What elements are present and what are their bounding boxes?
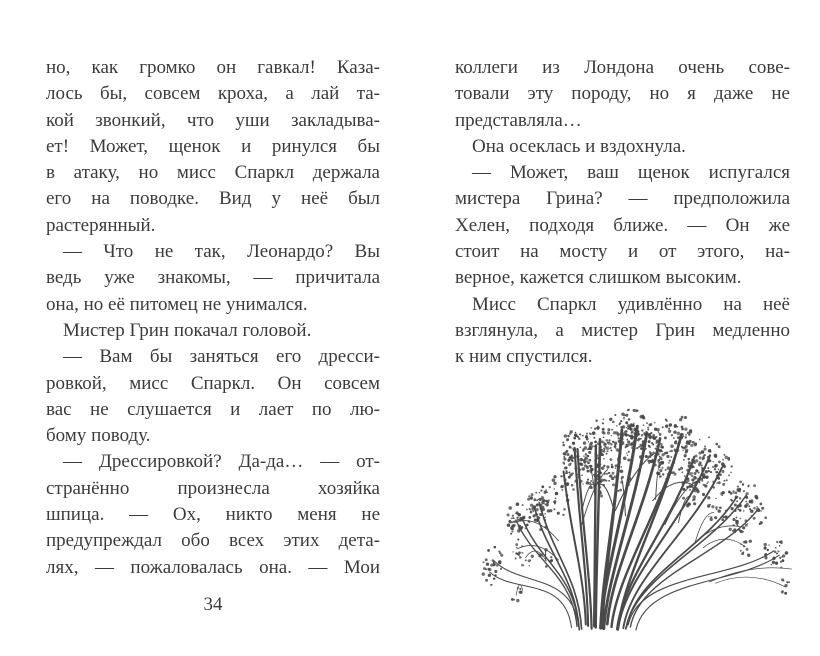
right-page-text-column [455,55,790,371]
text-line: Хелен, подходя ближе. — Он же [455,214,790,236]
text-line: Она осеклась и вздохнула. [472,135,686,157]
text-line: лях, — пожаловалась она. — Мои [46,556,380,578]
text-line: Мистер Грин покачал головой. [63,319,312,341]
bush-svg [476,392,792,632]
text-line: мистера Грина? — предположила [455,188,790,210]
text-line: к ним спустился. [455,346,593,368]
text-line: предупреждал обо всех этих дета- [46,530,380,552]
text-line: она, но её питомец не унимался. [46,293,308,315]
text-line: товали эту породу, но я даже не [455,83,790,105]
text-line: ведь уже знакомы, — причитала [46,267,380,289]
text-line: коллеги из Лондона очень сове- [455,57,790,78]
text-line: шпица. — Ох, никто меня не [46,504,380,526]
text-line: вас не слушается и лает по лю- [46,398,380,420]
left-page-text-column [46,55,380,581]
text-line: — Может, ваш щенок испугался [472,162,790,184]
text-line: странённо произнесла хозяйка [46,477,380,499]
text-line: — Дрессировкой? Да-да… — от- [63,451,380,473]
text-line: растерянный. [46,214,156,236]
text-line: ет! Может, щенок и ринулся бы [46,135,380,157]
text-line: но, как громко он гавкал! Каза- [46,57,380,78]
text-line: верное, кажется слишком высоким. [455,267,742,289]
bush-illustration [476,392,792,632]
text-line: — Вам бы заняться его дресси- [63,346,380,368]
text-line: Мисс Спаркл удивлённо на неё [472,293,790,315]
text-line: бому поводу. [46,425,151,447]
text-line: представляла… [455,109,582,131]
page-number: 34 [203,594,223,615]
text-line: лось бы, совсем кроха, а лай та- [46,83,380,105]
text-line: стоит на мосту и от этого, на- [455,241,790,263]
text-line: ровкой, мисс Спаркл. Он совсем [46,372,380,394]
text-line: — Что не так, Леонардо? Вы [63,241,380,263]
text-line: в атаку, но мисс Спаркл держала [46,162,380,184]
text-line: взглянула, а мистер Грин медленно [455,319,790,341]
text-line: кой звонкий, что уши закладыва- [46,109,380,131]
text-line: его на поводке. Вид у неё был [46,188,380,210]
